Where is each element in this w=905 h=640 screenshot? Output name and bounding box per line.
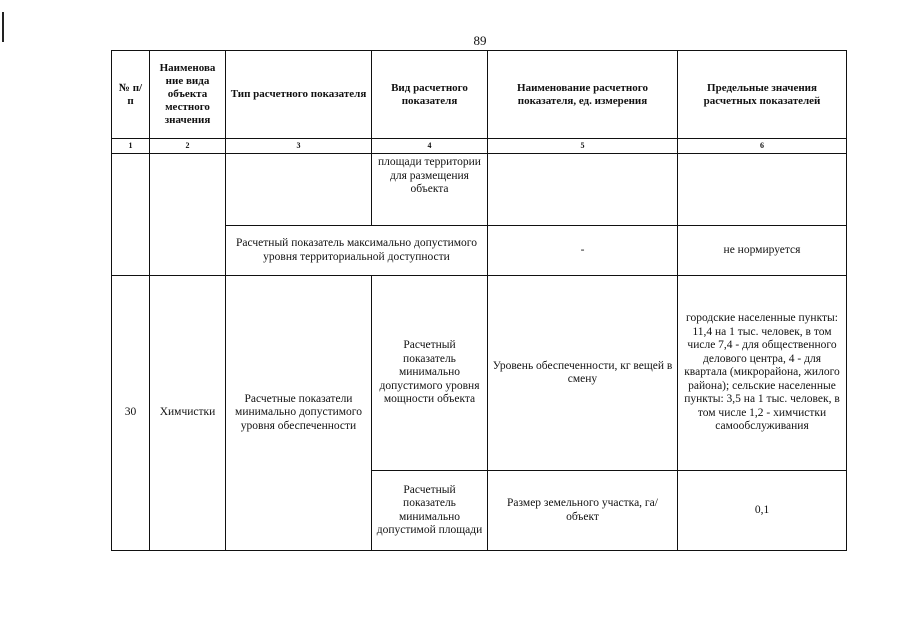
empty-cell	[226, 154, 372, 226]
indicator-type-cell: Расчетные показатели минимально допустимого уровня обеспеченности	[226, 276, 372, 551]
scan-edge-mark	[2, 12, 4, 42]
limit-value-cell: 0,1	[678, 471, 847, 551]
table-row	[112, 276, 847, 471]
header-row	[112, 51, 847, 139]
header-number: № п/п	[112, 51, 150, 139]
header-limit-values: Предельные значения расчетных показателей	[678, 51, 847, 139]
empty-cell	[678, 154, 847, 226]
header-indicator-type: Тип расчетного показателя	[226, 51, 372, 139]
limit-value-cell: не нормируется	[678, 226, 847, 276]
column-number: 6	[678, 139, 847, 154]
indicator-name-cell: -	[488, 226, 678, 276]
indicators-table	[111, 50, 847, 551]
column-number: 1	[112, 139, 150, 154]
indicator-name-cell: Уровень обеспеченности, кг вещей в смену	[488, 276, 678, 471]
indicator-kind-cell: площади территории для размещения объекта	[372, 154, 488, 226]
header-indicator-kind: Вид расчетного показателя	[372, 51, 488, 139]
empty-cell	[112, 154, 150, 276]
empty-cell	[150, 154, 226, 276]
column-number: 5	[488, 139, 678, 154]
header-indicator-name: Наименование расчетного показателя, ед. измерения	[488, 51, 678, 139]
header-object-kind: Наименова ние вида объекта местного значения	[150, 51, 226, 139]
column-number: 2	[150, 139, 226, 154]
indicator-type-cell: Расчетный показатель максимально допустимого уровня территориальной доступности	[226, 226, 488, 276]
column-number: 4	[372, 139, 488, 154]
indicator-name-cell: Размер земельного участка, га/объект	[488, 471, 678, 551]
page-number: 89	[473, 33, 487, 48]
object-kind-cell: Химчистки	[150, 276, 226, 551]
empty-cell	[488, 154, 678, 226]
column-number: 3	[226, 139, 372, 154]
table-row	[112, 154, 847, 226]
row-number-cell: 30	[112, 276, 150, 551]
indicator-kind-cell: Расчетный показатель минимально допустимой площади	[372, 471, 488, 551]
limit-value-cell: городские населенные пункты: 11,4 на 1 тыс. человек, в том числе 7,4 - для общественного делового центра, 4 - для квартала (микрорайона, жилого района); сельские населенные пункты: 3,5 на 1 тыс. человек, в том числе 1,2 - химчистки самообслуживания	[678, 276, 847, 471]
indicator-kind-cell: Расчетный показатель минимально допустимого уровня мощности объекта	[372, 276, 488, 471]
column-numbers-row	[112, 139, 847, 154]
